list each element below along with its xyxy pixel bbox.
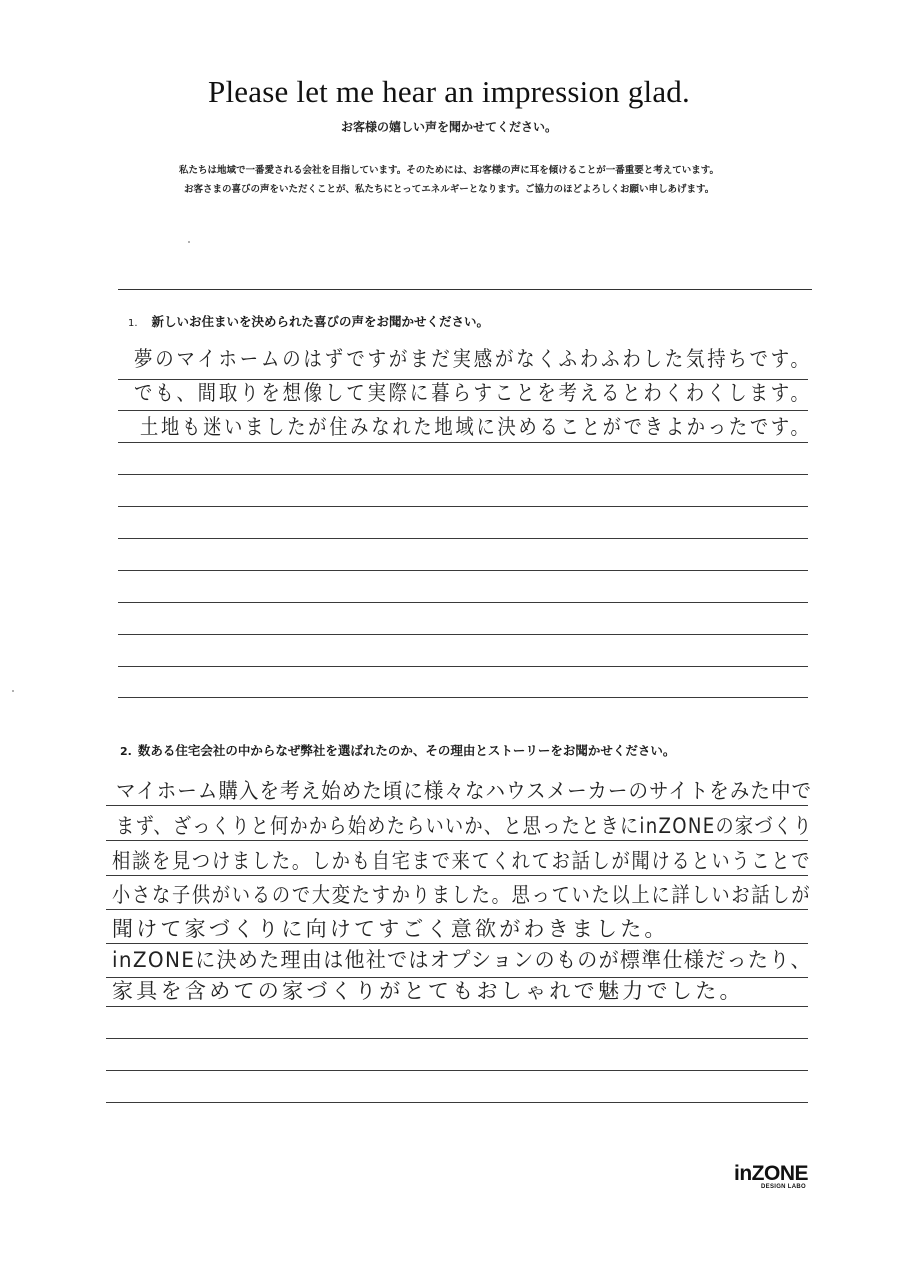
ruled-line: [118, 538, 808, 539]
answer-2-line-1: マイホーム購入を考え始めた頃に様々なハウスメーカーのサイトをみた中で: [116, 779, 813, 803]
intro-text-line-1: 私たちは地域で一番愛される会社を目指しています。そのためには、お客様の声に耳を傾けることが一番重要と考えています。: [179, 165, 719, 176]
question-2-heading: [120, 741, 675, 759]
ruled-line: [118, 570, 808, 571]
ruled-line: [106, 1070, 808, 1071]
ruled-line: [118, 506, 808, 507]
ruled-line: [106, 805, 808, 806]
answer-1-line-3: 土地も迷いましたが住みなれた地域に決めることができよかったです。: [140, 415, 812, 439]
answer-2-line-6: inZONEに決めた理由は他社ではオプションのものが標準仕様だったり、: [112, 948, 812, 972]
ruled-line: [118, 442, 808, 443]
intro-text-line-2: お客さまの喜びの声をいただくことが、私たちにとってエネルギーとなります。ご協力のほどよろしくお願い申しあげます。: [184, 184, 715, 195]
ruled-line: [106, 875, 808, 876]
answer-2-line-2: まず、ざっくりと何かから始めたらいいか、と思ったときにinZONEの家づくり: [116, 814, 813, 838]
page-title: Please let me hear an impression glad.: [208, 74, 690, 109]
answer-2-line-7: 家具を含めての家づくりがとてもおしゃれで魅力でした。: [112, 979, 744, 1003]
page-subtitle: お客様の嬉しい声を聞かせてください。: [340, 120, 557, 134]
ruled-line: [118, 602, 808, 603]
ruled-line: [106, 1006, 808, 1007]
answer-2-line-5: 聞けて家づくりに向けてすごく意欲がわきました。: [112, 917, 669, 941]
answer-2-line-4: 小さな子供がいるので大変たすかりました。思っていた以上に詳しいお話しが: [112, 883, 812, 907]
question-1-text: 新しいお住まいを決められた喜びの声をお聞かせください。: [151, 314, 490, 329]
answer-2-line-3: 相談を見つけました。しかも自宅まで来てくれてお話しが聞けるということで: [112, 849, 812, 873]
ruled-line: [106, 840, 808, 841]
answer-1-line-1: 夢のマイホームのはずですがまだ実感がなくふわふわした気持ちです。: [134, 347, 812, 371]
paper-speck: [12, 690, 14, 692]
ruled-line: [106, 909, 808, 910]
question-2-text: 数ある住宅会社の中からなぜ弊社を選ばれたのか、その理由とストーリーをお聞かせください。: [137, 743, 676, 758]
ruled-line: [118, 697, 808, 698]
ruled-line: [118, 474, 808, 475]
ruled-line: [106, 1038, 808, 1039]
answer-1-line-2: でも、間取りを想像して実際に暮らすことを考えるとわくわくします。: [134, 381, 812, 405]
paper-speck: [188, 241, 190, 243]
ruled-line: [118, 634, 808, 635]
logo-tagline: DESIGN LABO: [761, 1184, 806, 1190]
ruled-line: [106, 1102, 808, 1103]
question-1-number: 1.: [128, 318, 138, 329]
ruled-line: [118, 666, 808, 667]
logo-wordmark: inZONE: [734, 1162, 808, 1185]
question-2-number: 2.: [120, 745, 132, 758]
section-divider: [118, 289, 812, 290]
question-1-heading: [128, 312, 489, 330]
company-logo: [728, 1163, 808, 1190]
